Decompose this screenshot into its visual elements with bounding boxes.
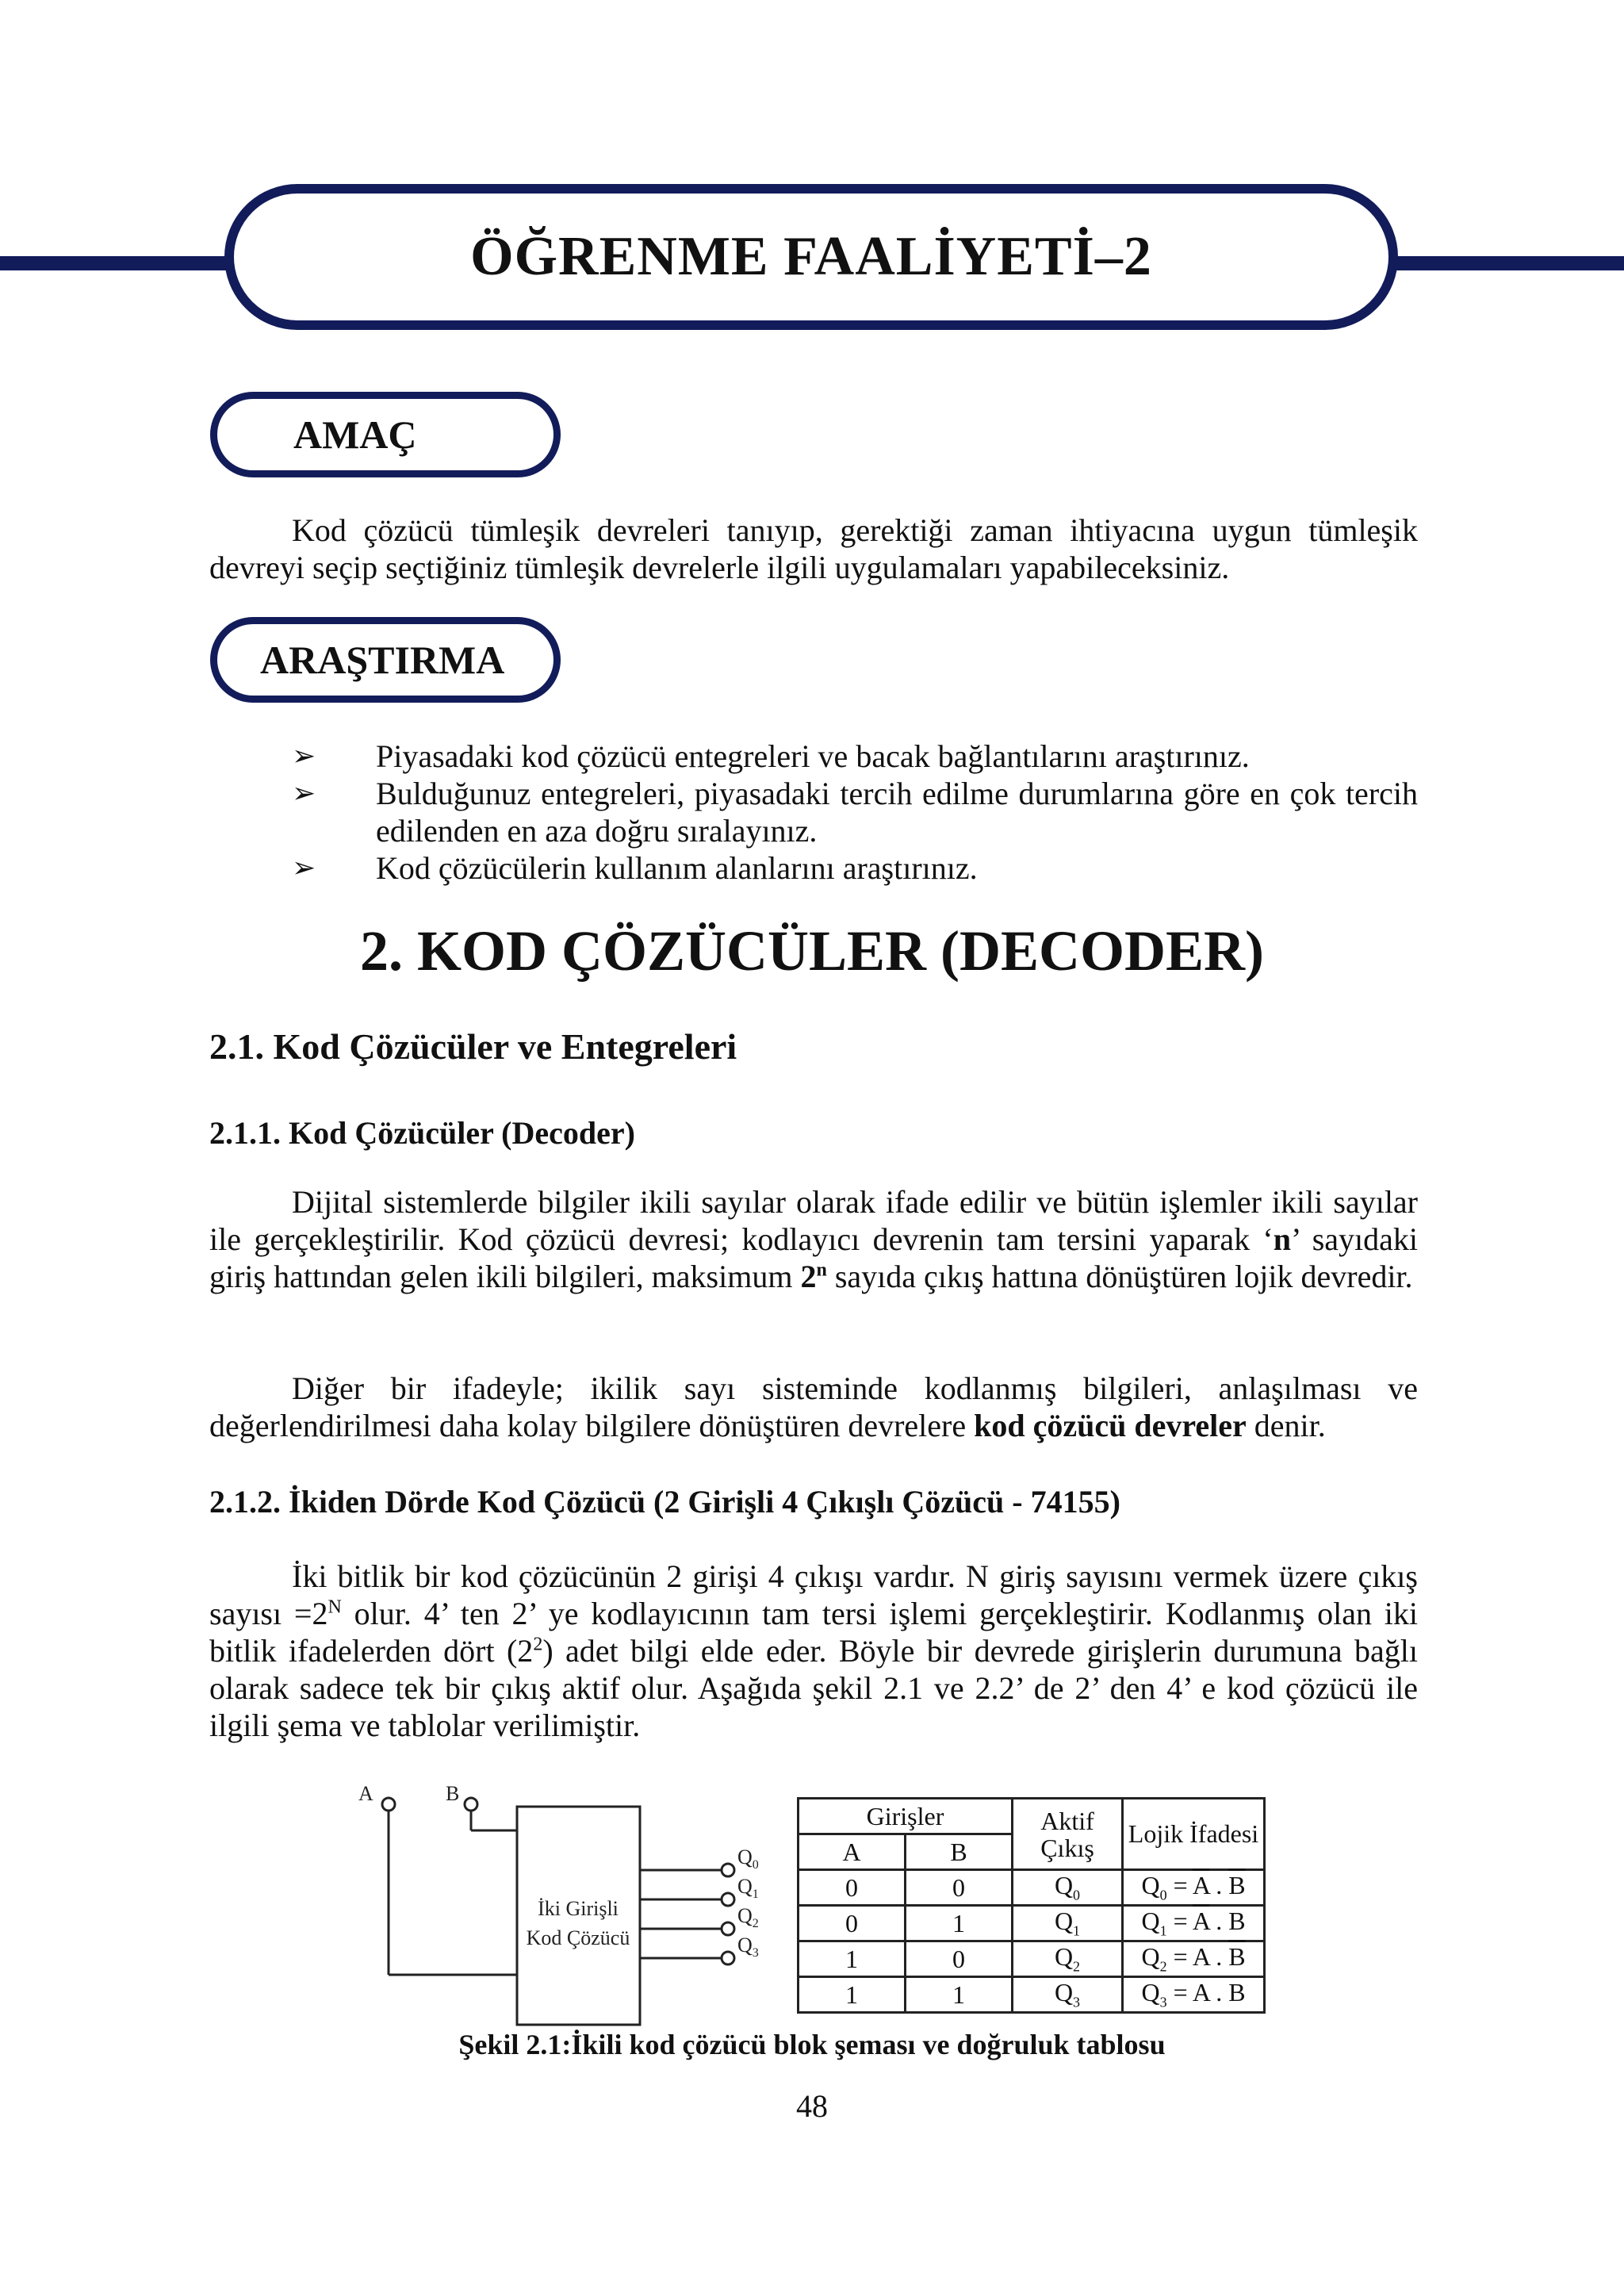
list-item-text: Piyasadaki kod çözücü entegreleri ve bacak bağlantılarını araştırınız.: [376, 738, 1250, 774]
amac-label: [210, 392, 561, 477]
logic-lhs: Q: [1141, 1871, 1160, 1900]
cell-active-output: [1013, 1870, 1123, 1906]
p3-exponent-n: N: [327, 1596, 342, 1618]
truth-table: [797, 1797, 1266, 2014]
table-row: [799, 1870, 1265, 1906]
p3-text-b: olur. 4’ ten 2’ ye kodlayıcının tam tersi işlemi gerçekleştirir. Kodlanmış olan iki bitlik ifadelerden dört (2: [209, 1596, 1419, 1669]
header-active-2: Çıkış: [1040, 1833, 1094, 1862]
amac-text: Kod çözücü tümleşik devreleri tanıyıp, gerektiği zaman ihtiyacına uygun tümleşik devreyi seçip seçtiğiniz tümleşik devrelerle ilgili uygulamaları yapabileceksiniz.: [209, 512, 1418, 585]
logic-sub: 0: [1159, 1887, 1167, 1903]
input-a-label: A: [358, 1782, 373, 1805]
list-item-text: Bulduğunuz entegreleri, piyasadaki tercih edilme durumlarına göre en çok tercih edilenden en aza doğru sıralayınız.: [376, 776, 1418, 849]
arrow-bullet-icon: ➢: [292, 852, 316, 884]
cell-a: 0: [799, 1906, 906, 1941]
header-a: A: [799, 1834, 906, 1870]
list-item-text: Kod çözücülerin kullanım alanlarını araştırınız.: [376, 850, 978, 886]
cell-a: 0: [799, 1870, 906, 1906]
cell-a: 1: [799, 1977, 906, 2013]
heading-2-1-2: 2.1.2. İkiden Dörde Kod Çözücü (2 Girişli 4 Çıkışlı Çözücü - 74155): [209, 1484, 1120, 1520]
paragraph-decoder-definition: [209, 1183, 1418, 1295]
header-active-1: Aktif: [1040, 1806, 1094, 1835]
table-row: [799, 1906, 1265, 1941]
page-title: ÖĞRENME FAALİYETİ–2: [470, 226, 1152, 287]
cell-b: 0: [906, 1870, 1013, 1906]
active-output-q: Q: [1054, 1978, 1074, 2007]
logic-sub: 1: [1159, 1922, 1167, 1939]
active-output-sub: 1: [1073, 1922, 1081, 1939]
table-header-row: [799, 1799, 1265, 1834]
paragraph-2to4-decoder: [209, 1558, 1418, 1744]
arrow-bullet-icon: ➢: [292, 777, 316, 810]
active-output-sub: 3: [1073, 1994, 1081, 2010]
cell-b: 0: [906, 1941, 1013, 1977]
p1-text-b: ’ sayıdaki giriş hattından gelen ikili bilgileri, maksimum: [209, 1221, 1419, 1294]
cell-a: 1: [799, 1941, 906, 1977]
logic-lhs: Q: [1141, 1978, 1160, 2007]
section-title: 2. KOD ÇÖZÜCÜLER (DECODER): [359, 919, 1265, 983]
page-number: 48: [796, 2088, 828, 2124]
cell-active-output: [1013, 1906, 1123, 1941]
arastirma-label: [210, 617, 561, 703]
active-output-sub: 0: [1073, 1887, 1081, 1903]
heading-2-1-1: 2.1.1. Kod Çözücüler (Decoder): [209, 1115, 635, 1151]
list-item: [209, 738, 1418, 775]
p1-base: 2: [800, 1259, 817, 1294]
list-item: [209, 849, 1418, 887]
logic-a: $\overline{A}$: [1192, 1871, 1210, 1900]
logic-eq: =: [1166, 1871, 1193, 1900]
subsection-title: 2.1. Kod Çözücüler ve Entegreleri: [209, 1026, 737, 1067]
p2-text-a: Diğer bir ifadeyle; ikilik sayı sisteminde kodlanmış bilgileri, anlaşılması ve değerlendirilmesi daha kolay bilgilere dönüştüren devrelere: [209, 1370, 1418, 1443]
input-b-terminal: [465, 1798, 477, 1811]
logic-b: $\overline{B}$: [1228, 1871, 1246, 1900]
p1-exponent: n: [816, 1259, 827, 1281]
cell-logic-expression: [1123, 1906, 1265, 1941]
amac-label-text: AMAÇ: [293, 412, 417, 457]
p3-text-c: ) adet bilgi elde eder. Böyle bir devrede girişlerin durumuna bağlı olarak sadece tek bir çıkış aktif olur. Aşağıda şekil 2.1 ve 2.2’ de 2’ den 4’ e kod çözücü ile ilgili şema ve tablolar verilimiştir.: [209, 1633, 1419, 1743]
active-output-q: Q: [1054, 1942, 1074, 1972]
input-a-terminal: [382, 1798, 395, 1811]
list-item: [209, 775, 1418, 849]
figure-caption: Şekil 2.1:İkili kod çözücü blok şeması ve doğruluk tablosu: [458, 2029, 1166, 2060]
table-row: [799, 1941, 1265, 1977]
banner-frame: [224, 184, 1398, 330]
header-b: B: [906, 1834, 1013, 1870]
header-inputs: Girişler: [799, 1799, 1013, 1834]
output-q3-label: $Q_3$: [737, 1934, 759, 1960]
logic-sub: 3: [1159, 1994, 1167, 2010]
active-output-sub: 2: [1073, 1958, 1081, 1975]
cell-active-output: [1013, 1977, 1123, 2013]
output-q0-label: $Q_0$: [737, 1845, 759, 1872]
p2-text-b: denir.: [1246, 1408, 1326, 1443]
cell-b: 1: [906, 1906, 1013, 1941]
arastirma-label-text: ARAŞTIRMA: [260, 638, 505, 682]
p3-text-a: İki bitlik bir kod çözücünün 2 girişi 4 çıkışı vardır. N giriş sayısını vermek üzere çıkış sayısı =2: [209, 1558, 1418, 1631]
p3-exponent-2: 2: [533, 1634, 543, 1655]
decoder-block-diagram: [349, 1776, 793, 2038]
logic-a: $\overline{A}$: [1192, 1907, 1210, 1936]
header-logic: Lojik İfadesi: [1123, 1799, 1265, 1870]
block-label-2: Kod Çözücü: [526, 1926, 630, 1949]
active-output-q: Q: [1054, 1871, 1074, 1900]
cell-active-output: [1013, 1941, 1123, 1977]
paragraph-alternative-definition: [209, 1370, 1418, 1444]
logic-a: A: [1192, 1978, 1210, 2007]
logic-b: $\overline{B}$: [1228, 1942, 1246, 1972]
logic-lhs: Q: [1141, 1907, 1160, 1936]
logic-dot: .: [1209, 1978, 1229, 2007]
logic-eq: =: [1166, 1978, 1193, 2007]
p1-text-c: sayıda çıkış hattına dönüştüren lojik devredir.: [826, 1259, 1413, 1294]
p1-power: [800, 1259, 826, 1294]
cell-logic-expression: [1123, 1870, 1265, 1906]
logic-lhs: Q: [1141, 1942, 1160, 1972]
arastirma-list: [209, 738, 1418, 887]
block-label-1: İki Girişli: [538, 1897, 619, 1920]
header-active-output: [1013, 1799, 1123, 1870]
active-output-q: Q: [1054, 1907, 1074, 1936]
p1-n: n: [1273, 1221, 1292, 1257]
cell-logic-expression: [1123, 1977, 1265, 2013]
cell-logic-expression: [1123, 1941, 1265, 1977]
input-b-label: B: [446, 1782, 460, 1805]
logic-eq: =: [1166, 1907, 1193, 1936]
arrow-bullet-icon: ➢: [292, 740, 316, 772]
truth-table-body: [799, 1870, 1265, 2013]
output-q1-label: $Q_1$: [737, 1875, 759, 1901]
table-row: [799, 1977, 1265, 2013]
logic-sub: 2: [1159, 1958, 1167, 1975]
logic-eq: =: [1166, 1942, 1193, 1972]
p2-bold: kod çözücü devreler: [974, 1408, 1247, 1443]
logic-b: B: [1228, 1907, 1246, 1936]
logic-dot: .: [1209, 1907, 1229, 1936]
logic-dot: .: [1209, 1942, 1229, 1972]
logic-dot: .: [1209, 1871, 1229, 1900]
p1-text-a: Dijital sistemlerde bilgiler ikili sayılar olarak ifade edilir ve bütün işlemler ikili sayılar ile gerçekleştirilir. Kod çözücü devresi; kodlayıcı devrenin tam tersini yaparak ‘: [209, 1184, 1418, 1257]
logic-a: A: [1192, 1942, 1210, 1972]
logic-b: B: [1228, 1978, 1246, 2007]
cell-b: 1: [906, 1977, 1013, 2013]
output-q2-label: $Q_2$: [737, 1904, 759, 1930]
